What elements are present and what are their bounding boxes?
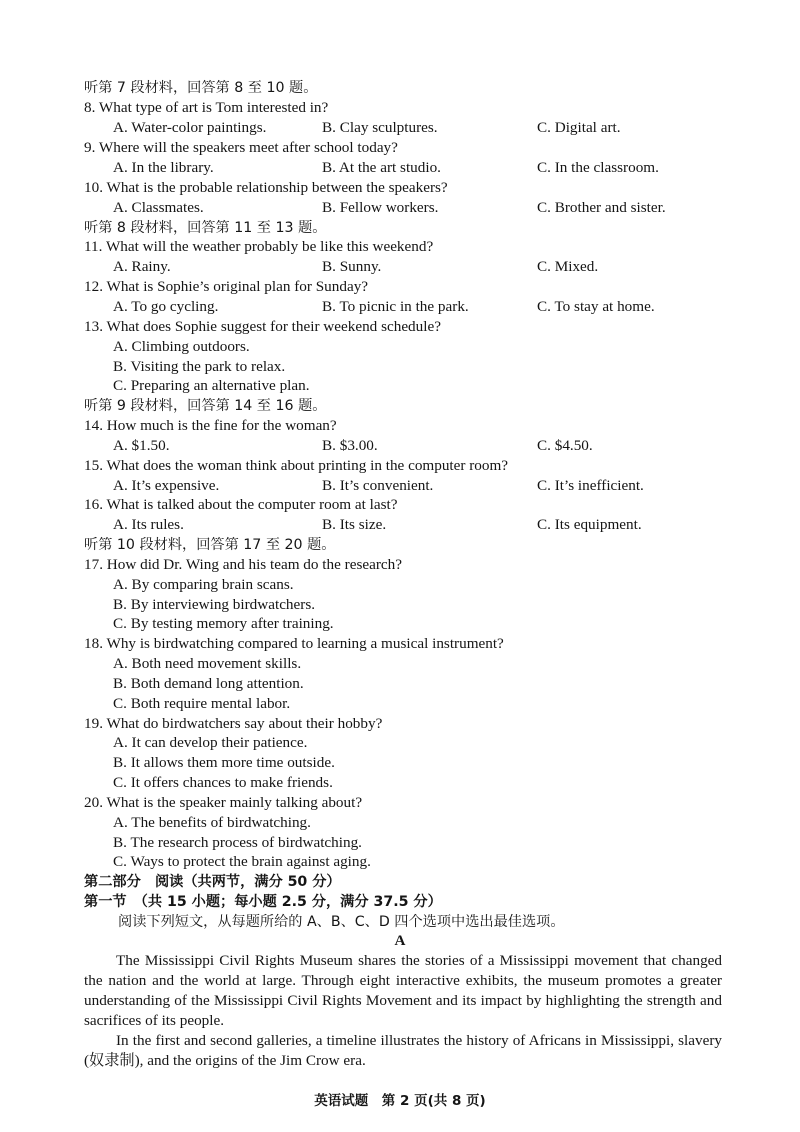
option-9a: A. In the library. xyxy=(113,159,214,176)
page-footer: 英语试题 第 2 页(共 8 页) xyxy=(314,1093,486,1109)
option-16c: C. Its equipment. xyxy=(537,516,642,533)
option-11b: B. Sunny. xyxy=(322,258,382,275)
option-9c: C. In the classroom. xyxy=(537,159,659,176)
option-17a: A. By comparing brain scans. xyxy=(113,576,294,593)
option-15c: C. It’s inefficient. xyxy=(537,477,644,494)
option-12a: A. To go cycling. xyxy=(113,298,219,315)
option-11c: C. Mixed. xyxy=(537,258,599,275)
option-14c: C. $4.50. xyxy=(537,437,593,454)
option-20a: A. The benefits of birdwatching. xyxy=(113,814,311,831)
option-17c: C. By testing memory after training. xyxy=(113,615,334,632)
section-heading-7: 听第 7 段材料，回答第 8 至 10 题。 xyxy=(84,80,318,96)
question-17: 17. How did Dr. Wing and his team do the research? xyxy=(84,556,402,573)
passage-paragraph-2: In the first and second galleries, a timeline illustrates the history of Africans in Mississippi, slavery (奴隶制), and the origins of the Jim Crow era. xyxy=(84,1032,722,1069)
question-12: 12. What is Sophie’s original plan for Sunday? xyxy=(84,278,369,295)
option-12b: B. To picnic in the park. xyxy=(322,298,469,315)
option-15a: A. It’s expensive. xyxy=(113,477,220,494)
option-15b: B. It’s convenient. xyxy=(322,477,434,494)
passage-paragraph-1: The Mississippi Civil Rights Museum shares the stories of a Mississippi movement that changed the nation and the world at large. Through eight interactive exhibits, the museum promotes a greater understanding of the Mississippi Civil Rights Movement and its impact by highlighting the strength and sacrifices of its people. xyxy=(84,952,722,1029)
option-8c: C. Digital art. xyxy=(537,119,621,136)
question-15: 15. What does the woman think about printing in the computer room? xyxy=(84,457,509,474)
option-17b: B. By interviewing birdwatchers. xyxy=(113,596,316,613)
option-13b: B. Visiting the park to relax. xyxy=(113,358,286,375)
question-19: 19. What do birdwatchers say about their hobby? xyxy=(84,715,383,732)
option-12c: C. To stay at home. xyxy=(537,298,655,315)
question-11: 11. What will the weather probably be like this weekend? xyxy=(84,238,434,255)
question-13: 13. What does Sophie suggest for their weekend schedule? xyxy=(84,318,441,335)
option-11a: A. Rainy. xyxy=(113,258,171,275)
option-13a: A. Climbing outdoors. xyxy=(113,338,250,355)
option-13c: C. Preparing an alternative plan. xyxy=(113,377,310,394)
option-18c: C. Both require mental labor. xyxy=(113,695,291,712)
question-14: 14. How much is the fine for the woman? xyxy=(84,417,337,434)
question-16: 16. What is talked about the computer room at last? xyxy=(84,496,398,513)
reading-instruction: 阅读下列短文，从每题所给的 A、B、C、D 四个选项中选出最佳选项。 xyxy=(118,914,565,930)
option-20b: B. The research process of birdwatching. xyxy=(113,834,362,851)
passage-label: A xyxy=(394,932,406,949)
option-19b: B. It allows them more time outside. xyxy=(113,754,335,771)
option-14a: A. $1.50. xyxy=(113,437,170,454)
option-19c: C. It offers chances to make friends. xyxy=(113,774,333,791)
option-10c: C. Brother and sister. xyxy=(537,199,666,216)
option-8b: B. Clay sculptures. xyxy=(322,119,438,136)
section-heading-10: 听第 10 段材料，回答第 17 至 20 题。 xyxy=(84,537,336,553)
option-10b: B. Fellow workers. xyxy=(322,199,439,216)
option-16a: A. Its rules. xyxy=(113,516,184,533)
option-20c: C. Ways to protect the brain against aging. xyxy=(113,853,371,870)
question-8: 8. What type of art is Tom interested in? xyxy=(84,99,329,116)
option-9b: B. At the art studio. xyxy=(322,159,441,176)
option-16b: B. Its size. xyxy=(322,516,387,533)
question-10: 10. What is the probable relationship between the speakers? xyxy=(84,179,448,196)
option-8a: A. Water-color paintings. xyxy=(113,119,267,136)
section-one-heading: 第一节 （共 15 小题；每小题 2.5 分，满分 37.5 分） xyxy=(84,894,442,910)
part-two-heading: 第二部分 阅读（共两节，满分 50 分） xyxy=(84,874,341,890)
option-18b: B. Both demand long attention. xyxy=(113,675,304,692)
question-9: 9. Where will the speakers meet after school today? xyxy=(84,139,398,156)
option-18a: A. Both need movement skills. xyxy=(113,655,302,672)
option-19a: A. It can develop their patience. xyxy=(113,734,308,751)
option-10a: A. Classmates. xyxy=(113,199,204,216)
option-14b: B. $3.00. xyxy=(322,437,378,454)
question-18: 18. Why is birdwatching compared to learning a musical instrument? xyxy=(84,635,504,652)
section-heading-9: 听第 9 段材料，回答第 14 至 16 题。 xyxy=(84,398,327,414)
section-heading-8: 听第 8 段材料，回答第 11 至 13 题。 xyxy=(84,220,327,236)
question-20: 20. What is the speaker mainly talking about? xyxy=(84,794,363,811)
